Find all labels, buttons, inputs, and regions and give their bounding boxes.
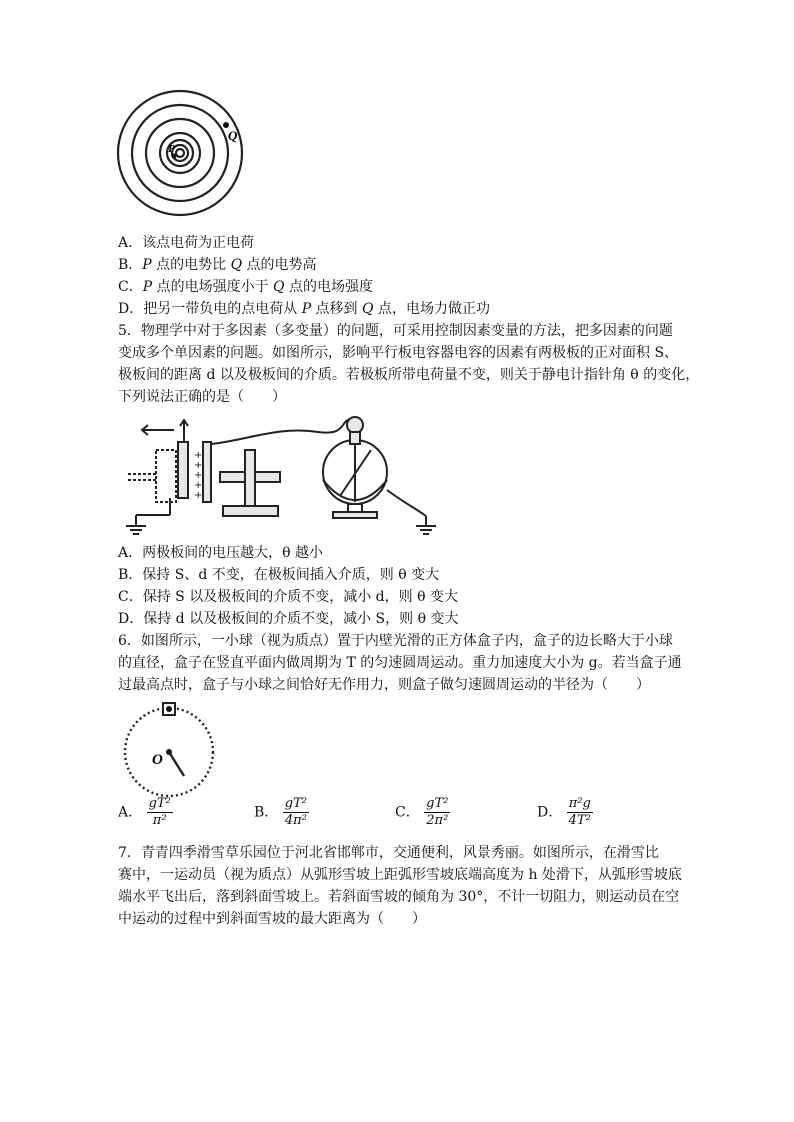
q4-option-d: D．把另一带负电的点电荷从 P 点移到 Q 点，电场力做正功: [118, 301, 490, 317]
q6-stem-line-3: 过最高点时，盒子与小球之间恰好无作用力，则盒子做匀速圆周运动的半径为（ ）: [118, 677, 650, 693]
q4-option-c: C．P 点的电场强度小于 Q 点的电场强度: [118, 279, 373, 295]
q5-stem-line-2: 变成多个单因素的问题。如图所示，影响平行板电容器电容的因素有两极板的正对面积 S、: [118, 345, 679, 361]
q7-stem-line-2: 赛中，一运动员（视为质点）从弧形雪坡上距弧形雪坡底端高度为 h 处滑下，从弧形雪坡底: [118, 867, 682, 883]
circular-motion-diagram: [122, 700, 232, 800]
svg-text:+: +: [194, 490, 203, 501]
svg-text:+: +: [194, 470, 203, 481]
q4-option-a: A．该点电荷为正电荷: [118, 235, 255, 251]
svg-text:+: +: [194, 460, 203, 471]
q5-option-b: B．保持 S、d 不变，在极板间插入介质，则 θ 变大: [118, 567, 440, 583]
q5-option-a: A．两极板间的电压越大，θ 越小: [118, 545, 323, 561]
q7-stem-line-4: 中运动的过程中到斜面雪坡的最大距离为（ ）: [118, 911, 426, 927]
q6-stem-line-2: 的直径，盒子在竖直平面内做周期为 T 的匀速圆周运动。重力加速度大小为 g。若当盒子通: [118, 655, 682, 671]
label-q: Q: [228, 128, 238, 143]
q5-stem-line-3: 极板间的距离 d 以及极板间的介质。若极板所带电荷量不变，则关于静电计指针角 θ 的变化，: [118, 367, 700, 383]
q6-option-c: C． $\frac{\text{gT²}}{\text{2π²}}$: [395, 796, 449, 828]
q6-stem-line-1: 6．如图所示，一小球（视为质点）置于内壁光滑的正方体盒子内，盒子的边长略大于小球: [118, 633, 673, 649]
svg-text:+: +: [194, 480, 203, 491]
q6-option-d: D． $\frac{\text{π²g}}{\text{4T²}}$: [537, 796, 591, 828]
q5-option-c: C．保持 S 以及极板间的介质不变，减小 d，则 θ 变大: [118, 589, 458, 605]
concentric-field-diagram: [118, 68, 258, 228]
q4-option-b: B．P 点的电势比 Q 点的电势高: [118, 257, 317, 273]
label-p: P: [168, 143, 175, 155]
svg-text:+: +: [194, 450, 203, 461]
capacitor-electrometer-diagram: [118, 410, 448, 540]
q7-stem-line-3: 端水平飞出后，落到斜面雪坡上。若斜面雪坡的倾角为 30°，不计一切阻力，则运动员在空: [118, 889, 680, 905]
q7-stem-line-1: 7．青青四季滑雪草乐园位于河北省邯郸市，交通便利，风景秀丽。如图所示，在滑雪比: [118, 845, 659, 861]
q5-stem-line-1: 5．物理学中对于多因素（多变量）的问题，可采用控制因素变量的方法，把多因素的问题: [118, 323, 673, 339]
label-o: O: [152, 752, 163, 768]
q6-option-a: A． $\frac{\text{gT²}}{\text{π²}}$: [118, 796, 171, 828]
q5-option-d: D．保持 d 以及极板间的介质不变，减小 S，则 θ 变大: [118, 611, 459, 627]
q5-stem-line-4: 下列说法正确的是（ ）: [118, 389, 286, 405]
q6-option-b: B． $\frac{\text{gT²}}{\text{4π²}}$: [254, 796, 307, 828]
